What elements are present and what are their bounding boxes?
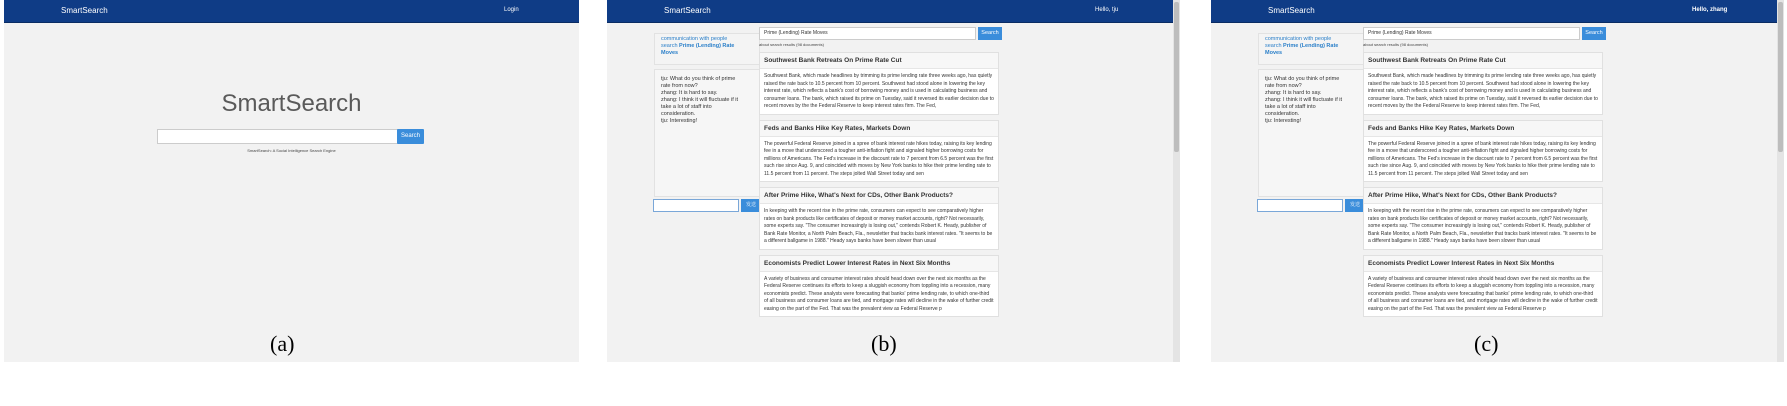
screenshot-user-tju [607,0,1180,362]
brand-link[interactable]: SmartSearch [664,6,711,15]
scrollbar-thumb[interactable] [1778,2,1783,152]
login-link[interactable]: Login [504,7,519,13]
result-card[interactable] [759,120,999,183]
chat-line: tju: Interesting! [1265,118,1302,124]
result-card[interactable] [1363,120,1603,183]
chat-input[interactable] [653,199,739,212]
result-snippet: Southwest Bank, which made headlines by trimming its prime lending rate three weeks ago, has quietly raised the rate back to 10.5 percent from 10 percent. Southwest had stood alone in lowering the key interest rate, which reflects a bank's cost of borrowing money and is used in calculating business and consumer loans. The bank, which raised its prime on Tuesday, said it reversed its earlier decision due to recent moves by the the Federal Reserve to keep interest rates firm. The Fed, [764,73,994,109]
navbar [1211,0,1784,23]
chat-line: zhang: It is hard to say. [661,90,718,96]
search-link-prefix: search [661,43,680,49]
session-links [654,33,760,65]
result-title[interactable]: After Prime Hike, What's Next for CDs, Other Bank Products? [760,188,998,204]
result-title[interactable]: Southwest Bank Retreats On Prime Rate Cut [1364,53,1602,69]
caption-c: (c) [1474,331,1499,356]
chat-line: take a lot of staff into [1265,104,1316,110]
result-card[interactable] [759,255,999,318]
home-search-input[interactable] [157,129,398,144]
tagline: SmartSearch: A Social Intelligence Search Engine [247,148,336,153]
result-count: about search results (98 documents) [1363,42,1428,47]
chat-line: consideration. [661,111,696,117]
result-title[interactable]: Economists Predict Lower Interest Rates in Next Six Months [760,256,998,272]
caption-b: (b) [871,331,897,356]
search-button[interactable]: Search [978,27,1002,40]
search-link-query: Prime (Lending) Rate [1283,43,1339,49]
user-greeting[interactable]: Hello, tju [1095,7,1119,13]
search-link[interactable] [1265,43,1357,50]
chat-line: tju: What do you think of prime [661,76,736,82]
result-card[interactable] [1363,187,1603,250]
search-link-query: Prime (Lending) Rate [679,43,735,49]
chat-line: take a lot of staff into [661,104,712,110]
chat-line: tju: Interesting! [661,118,698,124]
search-button[interactable]: Search [1582,27,1606,40]
result-title[interactable]: Feds and Banks Hike Key Rates, Markets Down [760,121,998,137]
result-snippet: Southwest Bank, which made headlines by trimming its prime lending rate three weeks ago, has quietly raised the rate back to 10.5 percent from 10 percent. Southwest had stood alone in lowering the key interest rate, which reflects a bank's cost of borrowing money and is used in calculating business and consumer loans. The bank, which raised its prime on Tuesday, said it reversed its earlier decision due to recent moves by the the Federal Reserve to keep interest rates firm. The Fed, [1368,73,1598,109]
navbar [607,0,1180,23]
chat-line: consideration. [1265,111,1300,117]
communication-link[interactable]: communication with people [1265,36,1332,42]
results-list [1363,52,1603,322]
page-scrollbar[interactable] [1777,0,1784,362]
result-title[interactable]: Feds and Banks Hike Key Rates, Markets Down [1364,121,1602,137]
scrollbar-thumb[interactable] [1174,2,1179,152]
chat-history [1258,69,1364,197]
result-title[interactable]: After Prime Hike, What's Next for CDs, Other Bank Products? [1364,188,1602,204]
caption-a: (a) [270,331,295,356]
screenshot-user-zhang [1211,0,1784,362]
page-scrollbar[interactable] [1173,0,1180,362]
result-snippet: A variety of business and consumer interest rates should head down over the next six months as the Federal Reserve continues its efforts to keep a sluggish economy from toppling into a recession, many economists predict. These analysts were forecasting that banks' prime lending rate, to which one-third of all business and consumer loans are tied, and mortgage rates will decline in the wake of further credit easing on the part of the Fed. That was the prevalent view as Federal Reserve p [764,275,994,312]
search-link-query-end[interactable]: Moves [661,50,679,56]
result-snippet: The powerful Federal Reserve joined in a spree of bank interest rate hikes today, raising its key lending fee in a move that underscored a tougher anti-inflation fight and signaled higher borrowing costs for millions of Americans. The Fed's increase in the discount rate to 7 percent from 6.5 percent was the first such rise since Aug. 9, and coincided with moves by New York banks to hike their prime lending rate to 11.5 percent from 11 percent. The steps jolted Wall Street today and sen [764,140,994,177]
result-card[interactable] [759,52,999,115]
result-title[interactable]: Southwest Bank Retreats On Prime Rate Cut [760,53,998,69]
navbar [4,0,579,23]
result-count: about search results (98 documents) [759,42,824,47]
home-title: SmartSearch [221,90,362,117]
result-card[interactable] [1363,255,1603,318]
chat-line: zhang: It is hard to say. [1265,90,1322,96]
search-input[interactable]: Prime (Lending) Rate Moves [1363,27,1580,40]
search-link[interactable] [661,43,753,50]
search-input[interactable]: Prime (Lending) Rate Moves [759,27,976,40]
result-snippet: The powerful Federal Reserve joined in a spree of bank interest rate hikes today, raising its key lending fee in a move that underscored a tougher anti-inflation fight and signaled higher borrowing costs for millions of Americans. The Fed's increase in the discount rate to 7 percent from 6.5 percent was the first such rise since Aug. 9, and coincided with moves by New York banks to hike their prime lending rate to 11.5 percent from 11 percent. The steps jolted Wall Street today and sen [1368,140,1598,177]
screenshot-home [4,0,579,362]
user-greeting[interactable]: Hello, zhang [1692,7,1728,13]
result-card[interactable] [1363,52,1603,115]
chat-send-button[interactable]: 发送 [741,199,761,212]
home-search-button[interactable]: Search [397,129,424,144]
chat-line: zhang: I think it will fluctuate if it [661,97,739,103]
chat-input[interactable] [1257,199,1343,212]
brand-link[interactable]: SmartSearch [1268,6,1315,15]
results-list [759,52,999,322]
search-link-prefix: search [1265,43,1284,49]
result-snippet: In keeping with the recent rise in the prime rate, consumers can expect to see comparatively higher rates on bank products like certificates of deposit or money market accounts, right? Not necessarily, some experts say. "The consumer increasingly is losing out," contends Robert K. Heady, publisher of Bank Rate Monitor, a North Palm Beach, Fla., newsletter that tracks bank interest rates. "It seems to be a different ballgame in 1988." Heady says banks have been slower than usual [764,208,993,244]
result-title[interactable]: Economists Predict Lower Interest Rates in Next Six Months [1364,256,1602,272]
chat-history [654,69,760,197]
communication-link[interactable]: communication with people [661,36,728,42]
chat-line: rate from now? [1265,83,1302,89]
chat-send-button[interactable]: 发送 [1345,199,1365,212]
result-snippet: In keeping with the recent rise in the prime rate, consumers can expect to see comparatively higher rates on bank products like certificates of deposit or money market accounts, right? Not necessarily, some experts say. "The consumer increasingly is losing out," contends Robert K. Heady, publisher of Bank Rate Monitor, a North Palm Beach, Fla., newsletter that tracks bank interest rates. "It seems to be a different ballgame in 1988." Heady says banks have been slower than usual [1368,208,1597,244]
chat-line: zhang: I think it will fluctuate if it [1265,97,1343,103]
brand-link[interactable]: SmartSearch [61,6,108,15]
chat-line: tju: What do you think of prime [1265,76,1340,82]
chat-line: rate from now? [661,83,698,89]
search-link-query-end[interactable]: Moves [1265,50,1283,56]
result-snippet: A variety of business and consumer interest rates should head down over the next six months as the Federal Reserve continues its efforts to keep a sluggish economy from toppling into a recession, many economists predict. These analysts were forecasting that banks' prime lending rate, to which one-third of all business and consumer loans are tied, and mortgage rates will decline in the wake of further credit easing on the part of the Fed. That was the prevalent view as Federal Reserve p [1368,275,1598,312]
result-card[interactable] [759,187,999,250]
session-links [1258,33,1364,65]
